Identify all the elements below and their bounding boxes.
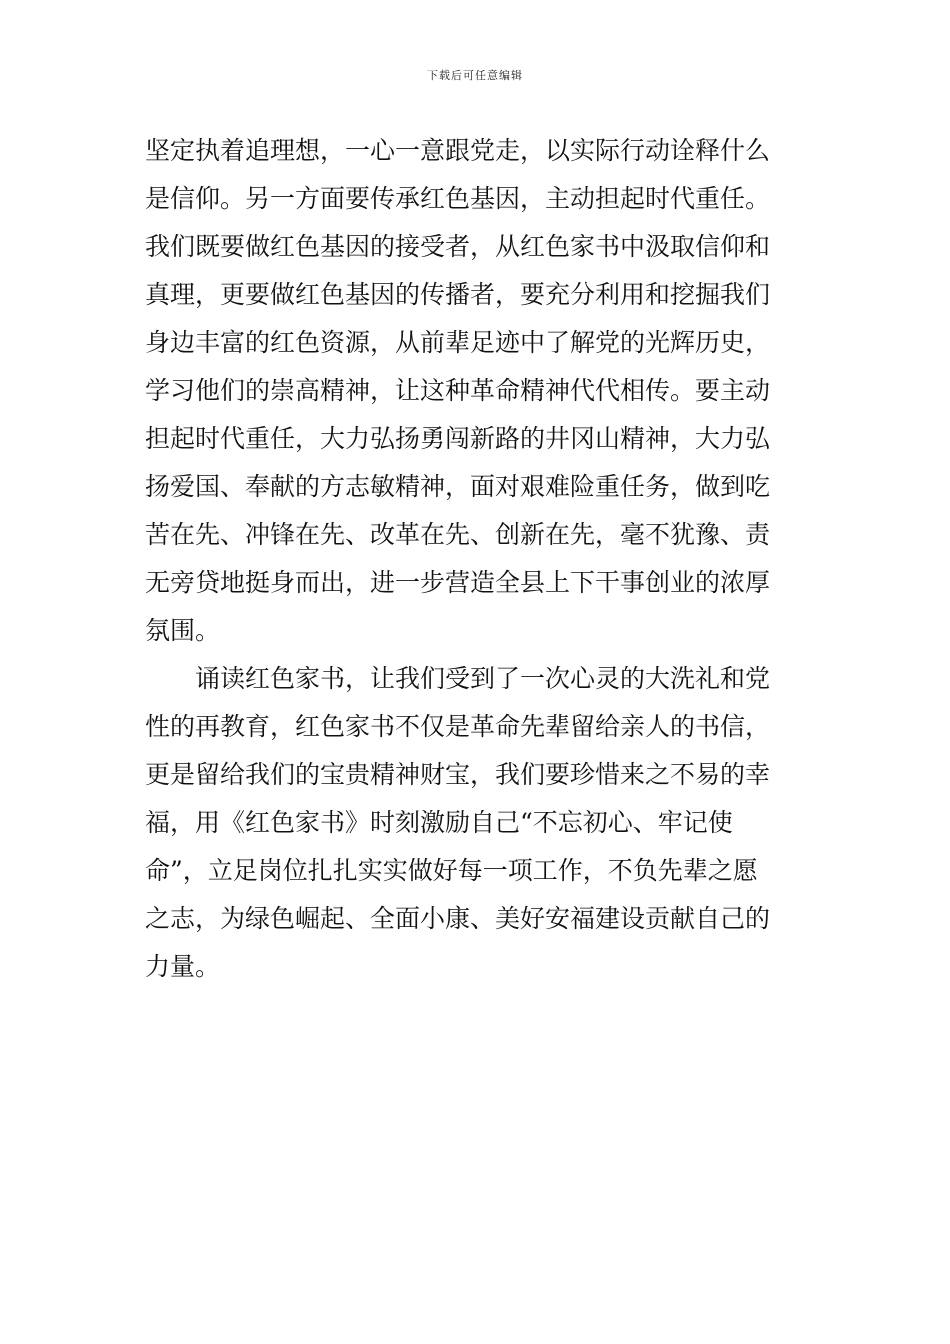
paragraph-start-line: 诵读红色家书，让我们受到了一次心灵的大洗礼和党 <box>145 664 771 693</box>
text-line: 之志，为绿色崛起、全面小康、美好安福建设贡献自己的 <box>145 904 771 933</box>
text-line: 身边丰富的红色资源，从前辈足迹中了解党的光辉历史， <box>145 328 771 357</box>
text-line: 福，用《红色家书》时刻激励自己“不忘初心、牢记使 <box>145 808 733 837</box>
text-line: 命”，立足岗位扎扎实实做好每一项工作，不负先辈之愿 <box>145 856 758 885</box>
text-line: 真理，更要做红色基因的传播者，要充分利用和挖掘我们 <box>145 280 771 309</box>
text-line: 担起时代重任，大力弘扬勇闯新路的井冈山精神，大力弘 <box>145 424 771 453</box>
text-line: 力量。 <box>145 952 221 981</box>
text-line: 坚定执着追理想，一心一意跟党走，以实际行动诠释什么 <box>145 136 771 165</box>
text-line: 更是留给我们的宝贵精神财宝，我们要珍惜来之不易的幸 <box>145 760 771 789</box>
text-line: 无旁贷地挺身而出，进一步营造全县上下干事创业的浓厚 <box>145 568 771 597</box>
text-line: 扬爱国、奉献的方志敏精神，面对艰难险重任务，做到吃 <box>145 472 771 501</box>
text-line: 性的再教育，红色家书不仅是革命先辈留给亲人的书信， <box>145 712 771 741</box>
text-line: 学习他们的崇高精神，让这种革命精神代代相传。要主动 <box>145 376 771 405</box>
text-line: 苦在先、冲锋在先、改革在先、创新在先，毫不犹豫、责 <box>145 520 771 549</box>
text-line: 我们既要做红色基因的接受者，从红色家书中汲取信仰和 <box>145 232 771 261</box>
body-text <box>145 127 815 991</box>
header-note: 下载后可任意编辑 <box>427 69 523 82</box>
text-line: 氛围。 <box>145 616 221 645</box>
text-line: 是信仰。另一方面要传承红色基因，主动担起时代重任。 <box>145 184 771 213</box>
